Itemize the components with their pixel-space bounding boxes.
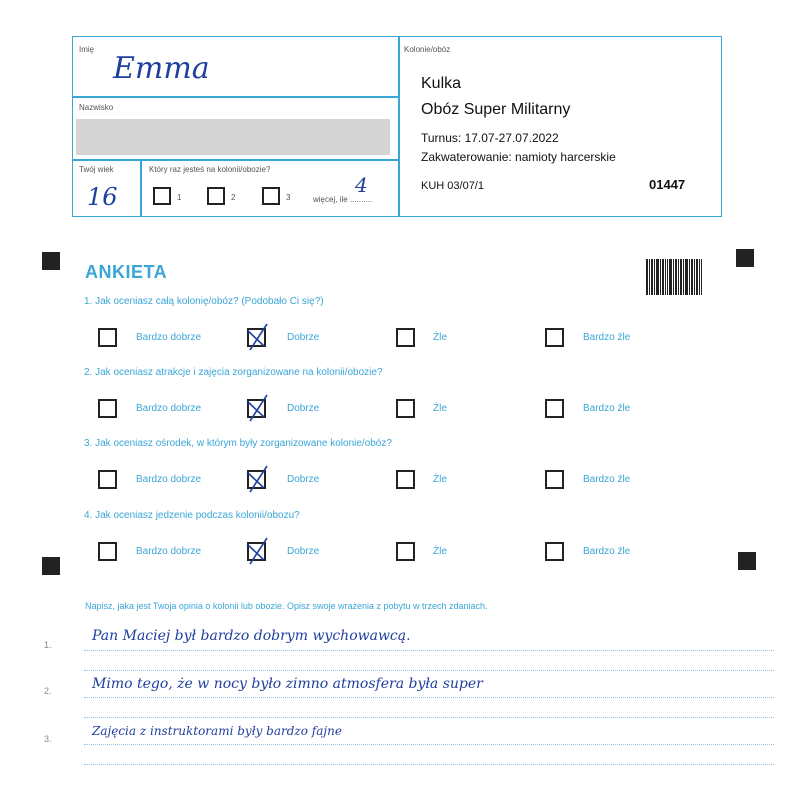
question-4-option-2-label: Dobrze [287, 546, 320, 557]
header-card [72, 36, 722, 217]
question-3-text: 3. Jak oceniasz ośrodek, w którym były zorganizowane kolonie/obóz? [84, 438, 392, 449]
barcode [646, 259, 702, 295]
question-3-option-3-label: Źle [433, 474, 447, 485]
question-4-option-3-checkbox[interactable] [396, 542, 415, 561]
times-checkbox-3[interactable] [262, 187, 280, 205]
question-1-option-1-label: Bardzo dobrze [136, 332, 202, 343]
last-name-redaction [76, 119, 390, 155]
registration-mark-mid-right [738, 552, 756, 570]
question-1-option-3-checkbox[interactable] [396, 328, 415, 347]
answer-line-1a [84, 650, 774, 651]
camp-label: Kolonie/obóz [404, 45, 451, 54]
first-name-value[interactable]: Emma [113, 51, 210, 86]
question-2-option-1-label: Bardzo dobrze [136, 403, 202, 414]
question-1-check-mark [244, 322, 270, 352]
times-option-2: 2 [231, 193, 236, 202]
opinion-answer-1[interactable]: Pan Maciej był bardzo dobrym wychowawcą. [92, 628, 411, 644]
question-4-option-1-label: Bardzo dobrze [136, 546, 202, 557]
question-3-option-1-checkbox[interactable] [98, 470, 117, 489]
question-3-check-mark [244, 464, 270, 494]
age-divider [140, 159, 142, 216]
camp-number: 01447 [649, 177, 686, 192]
answer-line-3b [84, 764, 774, 765]
question-2-option-4-checkbox[interactable] [545, 399, 564, 418]
question-1-option-4-label: Bardzo źle [583, 332, 631, 343]
question-4-option-4-checkbox[interactable] [545, 542, 564, 561]
age-value[interactable]: 16 [87, 183, 118, 211]
line-number-2: 2. [44, 686, 52, 696]
question-1-option-1-checkbox[interactable] [98, 328, 117, 347]
camp-accommodation: Zakwaterowanie: namioty harcerskie [421, 150, 616, 164]
line-number-3: 3. [44, 734, 52, 744]
question-1-option-3-label: Źle [433, 332, 447, 343]
question-1-option-4-checkbox[interactable] [545, 328, 564, 347]
question-3-option-2-label: Dobrze [287, 474, 320, 485]
opinion-answer-2[interactable]: Mimo tego, że w nocy było zimno atmosfera była super [92, 676, 483, 692]
question-2-option-3-checkbox[interactable] [396, 399, 415, 418]
opinion-answer-3[interactable]: Zajęcia z instruktorami były bardzo fajne [92, 724, 342, 738]
last-name-label: Nazwisko [79, 103, 114, 112]
question-2-check-mark [244, 393, 270, 423]
question-3-option-1-label: Bardzo dobrze [136, 474, 202, 485]
question-4-option-1-checkbox[interactable] [98, 542, 117, 561]
survey-title: ANKIETA [85, 262, 168, 282]
answer-line-2a [84, 697, 774, 698]
camp-turnus: Turnus: 17.07-27.07.2022 [421, 131, 559, 145]
question-3-option-3-checkbox[interactable] [396, 470, 415, 489]
registration-mark-top-right [736, 249, 754, 267]
line-number-1: 1. [44, 640, 52, 650]
question-3-option-4-label: Bardzo źle [583, 474, 631, 485]
answer-line-3a [84, 744, 774, 745]
question-1-text: 1. Jak oceniasz całą kolonię/obóz? (Podobało Ci się?) [84, 296, 324, 307]
more-label: więcej, ile .......... [313, 195, 373, 204]
question-2-text: 2. Jak oceniasz atrakcje i zajęcia zorganizowane na kolonii/obozie? [84, 367, 383, 378]
answer-line-2b [84, 717, 774, 718]
times-checkbox-1[interactable] [153, 187, 171, 205]
answer-line-1b [84, 670, 774, 671]
first-name-label: Imię [79, 45, 95, 54]
times-option-1: 1 [177, 193, 182, 202]
registration-mark-top-left [42, 252, 60, 270]
question-2-option-2-label: Dobrze [287, 403, 320, 414]
question-4-option-4-label: Bardzo źle [583, 546, 631, 557]
name-row-divider [73, 96, 399, 98]
camp-title: Obóz Super Militarny [421, 101, 571, 118]
more-value[interactable]: 4 [355, 173, 368, 197]
times-label: Który raz jesteś na kolonii/obozie? [149, 165, 271, 174]
question-2-option-4-label: Bardzo źle [583, 403, 631, 414]
question-3-option-4-checkbox[interactable] [545, 470, 564, 489]
opinion-instruction: Napisz, jaka jest Twoja opinia o kolonii lub obozie. Opisz swoje wrażenia z pobytu w trzech zdaniach. [85, 601, 488, 611]
age-label: Twój wiek [79, 165, 114, 174]
question-4-check-mark [244, 536, 270, 566]
times-checkbox-2[interactable] [207, 187, 225, 205]
surname-row-divider [73, 159, 399, 161]
question-2-option-3-label: Źle [433, 403, 447, 414]
camp-name: Kulka [421, 75, 462, 92]
registration-mark-mid-left [42, 557, 60, 575]
question-4-text: 4. Jak oceniasz jedzenie podczas kolonii/obozu? [84, 510, 300, 521]
times-option-3: 3 [286, 193, 291, 202]
question-4-option-3-label: Źle [433, 546, 447, 557]
question-1-option-2-label: Dobrze [287, 332, 320, 343]
camp-code: KUH 03/07/1 [421, 180, 484, 192]
question-2-option-1-checkbox[interactable] [98, 399, 117, 418]
header-divider [398, 37, 400, 216]
